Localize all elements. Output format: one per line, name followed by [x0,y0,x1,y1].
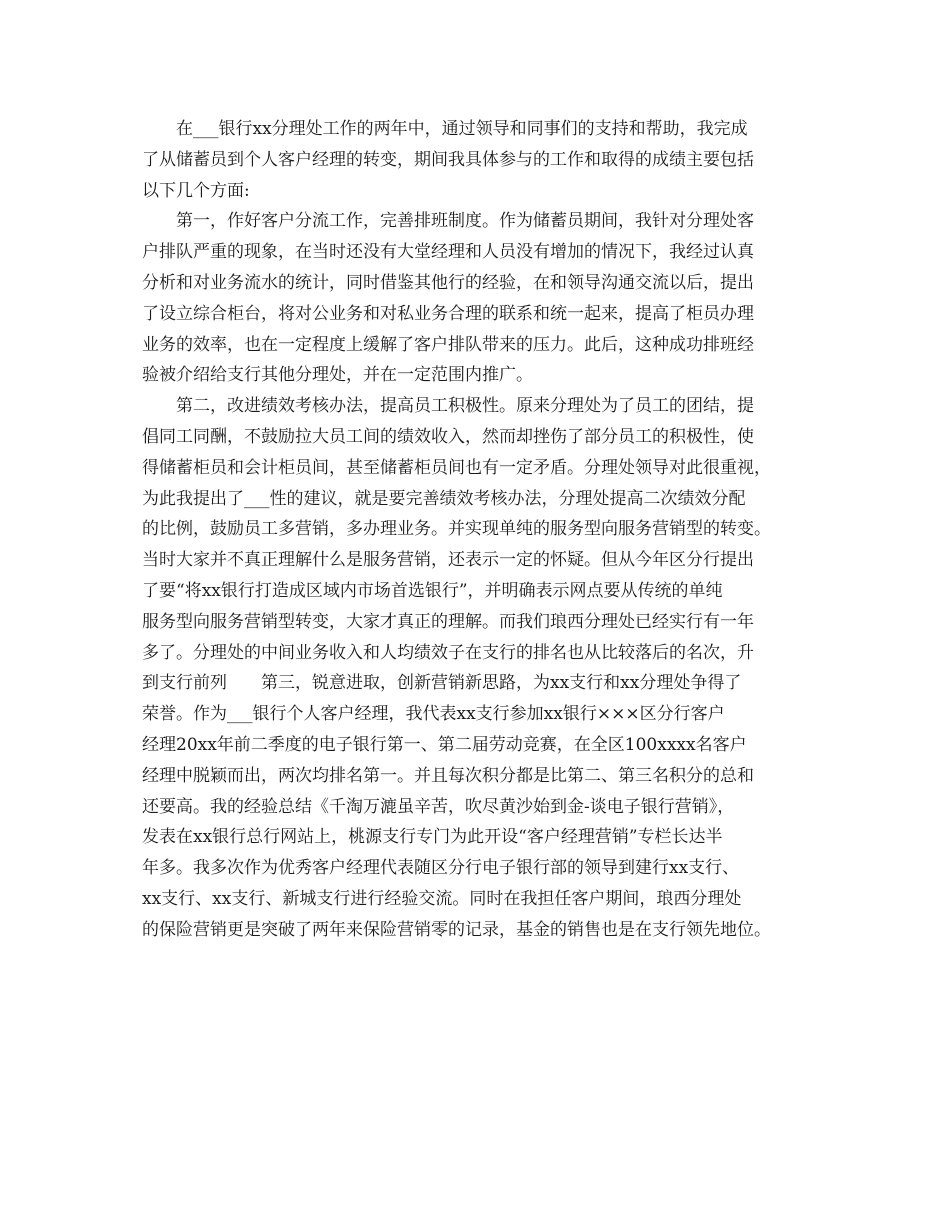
text-line: 到支行前列 第三，锐意进取，创新营销新思路，为xx支行和xx分理处争得了 [142,673,742,694]
text-line: 还要高。我的经验总结《千淘万漉虽辛苦，吹尽黄沙始到金-谈电子银行营销》， [142,796,735,817]
text-line: 验被介绍给支行其他分理处，并在一定范围内推广。 [142,365,533,386]
text-line: 户排队严重的现象，在当时还没有大堂经理和人员没有增加的情况下，我经过认真 [142,242,754,263]
text-line: 以下几个方面: [142,180,250,201]
text-line: 分析和对业务流水的统计，同时借鉴其他行的经验，在和领导沟通交流以后，提出 [142,272,754,293]
text-line: 荣誉。作为___银行个人客户经理，我代表xx支行参加xx银行×××区分行客户 [142,704,725,725]
paragraph-first-point [142,206,832,391]
text-line: 了设立综合柜台，将对公业务和对私业务合理的联系和统一起来，提高了柜员办理 [142,303,754,324]
text-line: 年多。我多次作为优秀客户经理代表随区分行电子银行部的领导到建行xx支行、 [142,858,740,879]
text-line: xx支行、xx支行、新城支行进行经验交流。同时在我担任客户期间，琅西分理处 [142,888,742,909]
text-line: 第一，作好客户分流工作，完善排班制度。作为储蓄员期间，我针对分理处客 [176,211,754,232]
text-line: 得储蓄柜员和会计柜员间，甚至储蓄柜员间也有一定矛盾。分理处领导对此很重视， [142,457,771,478]
text-line: 经理20xx年前二季度的电子银行第一、第二届劳动竞赛，在全区100xxxx名客户 [142,734,747,755]
text-line: 了从储蓄员到个人客户经理的转变，期间我具体参与的工作和取得的成绩主要包括 [142,149,754,170]
text-line: 了要“将xx银行打造成区域内市场首选银行”，并明确表示网点要从传统的单纯 [142,580,723,601]
text-line: 当时大家并不真正理解什么是服务营销，还表示一定的怀疑。但从今年区分行提出 [142,550,754,571]
text-line: 为此我提出了___性的建议，就是要完善绩效考核办法，分理处提高二次绩效分配 [142,488,746,509]
text-line: 发表在xx银行总行网站上，桃源支行专门为此开设“客户经理营销”专栏长达半 [142,827,723,848]
text-line: 经理中脱颖而出，两次均排名第一。并且每次积分都是比第二、第三名积分的总和 [142,765,754,786]
text-line: 业务的效率，也在一定程度上缓解了客户排队带来的压力。此后，这种成功排班经 [142,334,754,355]
text-line: 服务型向服务营销型转变，大家才真正的理解。而我们琅西分理处已经实行有一年 [142,611,754,632]
paragraph-intro [142,114,832,206]
paragraph-second-point [142,391,832,945]
text-line: 的比例，鼓励员工多营销，多办理业务。并实现单纯的服务型向服务营销型的转变。 [142,519,771,540]
document-body [142,114,832,946]
text-line: 在___银行xx分理处工作的两年中，通过领导和同事们的支持和帮助，我完成 [176,119,748,139]
text-line: 多了。分理处的中间业务收入和人均绩效子在支行的排名也从比较落后的名次，升 [142,642,754,663]
text-line: 倡同工同酬，不鼓励拉大员工间的绩效收入，然而却挫伤了部分员工的积极性，使 [142,426,754,447]
text-line: 的保险营销更是突破了两年来保险营销零的记录，基金的销售也是在支行领先地位。 [142,919,771,940]
text-line: 第二，改进绩效考核办法，提高员工积极性。原来分理处为了员工的团结，提 [176,396,754,417]
